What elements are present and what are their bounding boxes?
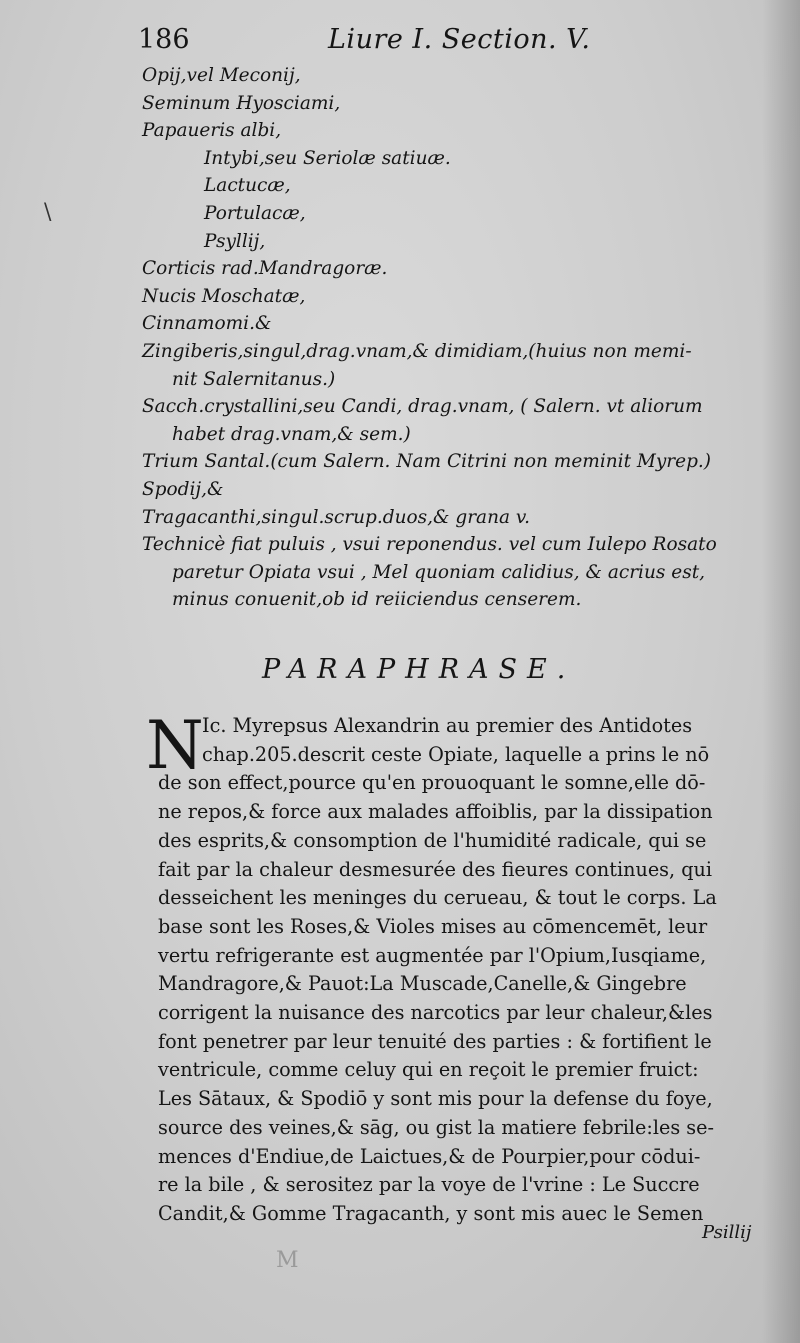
body-line: vertu refrigerante est augmentée par l'Opium,Iusqiame, [158,943,707,967]
recipe-line: habet drag.vnam,& sem.) [172,423,411,445]
body-line: des esprits,& consomption de l'humidité radicale, qui se [158,828,707,852]
recipe-line: nit Salernitanus.) [172,368,336,390]
recipe-line: Lactucæ, [204,175,291,197]
recipe-list [142,62,782,614]
recipe-line: Zingiberis,singul,drag.vnam,& dimidiam,(huius non memi- [142,340,692,362]
recipe-line: Spodij,& [142,478,224,500]
body-line: base sont les Roses,& Violes mises au cōmencemēt, leur [158,914,708,938]
recipe-line: Trium Santal.(cum Salern. Nam Citrini non meminit Myrep.) [142,451,712,473]
body-line: Les Sātaux, & Spodiō y sont mis pour la defense du foye, [158,1087,713,1111]
recipe-line: Corticis rad.Mandragoræ. [142,258,388,280]
bleed-through-mark: M [276,1248,299,1273]
recipe-line: Intybi,seu Seriolæ satiuæ. [204,147,451,169]
page-number: 186 [138,24,190,55]
body-line: ne repos,& force aux malades affoiblis, par la dissipation [158,800,713,824]
section-heading: PARAPHRASE. [262,654,576,685]
body-line: desseichent les meninges du cerueau, & tout le corps. La [158,886,717,910]
recipe-line: Technicè fiat puluis , vsui reponendus. vel cum Iulepo Rosato [142,534,717,556]
recipe-line: Psyllij, [204,230,266,252]
recipe-line: paretur Opiata vsui , Mel quoniam calidius, & acrius est, [172,561,706,583]
paraphrase-body [158,712,788,1229]
recipe-line: Cinnamomi.& [142,313,272,335]
body-line: Mandragore,& Pauot:La Muscade,Canelle,& Gingebre [158,972,687,996]
body-line: Candit,& Gomme Tragacanth, y sont mis auec le Semen [158,1201,704,1225]
margin-mark: \ [44,200,52,225]
body-line: font penetrer par leur tenuité des parties : & fortifient le [158,1029,712,1053]
body-line: chap.205.descrit ceste Opiate, laquelle a prins le nō [202,742,710,766]
body-line: de son effect,pource qu'en prouoquant le somne,elle dō- [158,771,706,795]
page-header [138,20,778,60]
body-line: source des veines,& sāg, ou gist la matiere febrile:les se- [158,1115,714,1139]
recipe-line: Seminum Hyosciami, [142,92,341,114]
recipe-line: Opij,vel Meconij, [142,65,301,86]
body-line: re la bile , & serositez par la voye de l'vrine : Le Succre [158,1173,700,1197]
recipe-line: Portulacæ, [204,202,306,224]
body-line: corrigent la nuisance des narcotics par leur chaleur,&les [158,1001,713,1025]
catch-word: Psillij [702,1222,752,1243]
running-title: Liure I. Section. V. [328,24,591,55]
body-line: Ic. Myrepsus Alexandrin au premier des Antidotes [202,714,693,737]
recipe-line: Sacch.crystallini,seu Candi, drag.vnam, ( Salern. vt aliorum [142,396,703,418]
recipe-line: Nucis Moschatæ, [142,285,306,307]
body-line: mences d'Endiue,de Laictues,& de Pourpier,pour cōdui- [158,1144,701,1168]
body-line: fait par la chaleur desmesurée des fieures continues, qui [158,857,713,881]
recipe-line: Papaueris albi, [142,120,282,142]
recipe-line: minus conuenit,ob id reiiciendus censerem. [172,589,582,611]
drop-cap: N [146,707,204,784]
recipe-line: Tragacanthi,singul.scrup.duos,& grana v. [142,506,531,528]
body-line: ventricule, comme celuy qui en reçoit le premier fruict: [158,1058,699,1082]
